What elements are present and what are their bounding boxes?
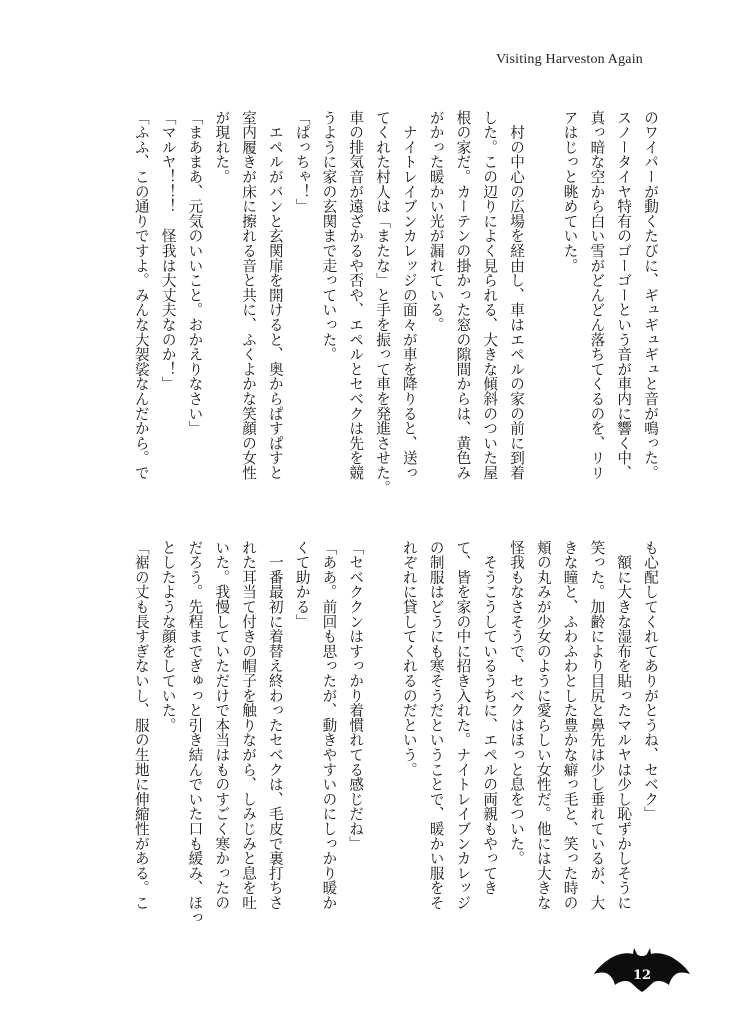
text-line: スノータイヤ特有のゴーゴーという音が車内に響く中、 xyxy=(615,110,633,480)
text-line: がかった暖かい光が漏れている。 xyxy=(427,110,445,332)
text-line: 「まあまあ、元気のいいこと。おかえりなさい」 xyxy=(186,110,204,436)
text-line: 「ぱっちゃ！」 xyxy=(293,110,311,214)
text-line: 「ふふ、この通りですよ。みんな大袈裟なんだから。で xyxy=(132,110,150,480)
text-line: 一番最初に着替え終わったセベクは、毛皮で裏打ちさ xyxy=(266,540,284,910)
text-line: も心配してくれてありがとうね、セベク」 xyxy=(642,540,659,822)
text-line: きな瞳と、ふわふわとした豊かな癖っ毛と、笑った時の xyxy=(561,540,579,910)
text-block-bottom xyxy=(63,540,663,935)
text-line: 怪我もなさそうで、セベクはほっと息をついた。 xyxy=(508,540,526,866)
text-line: の制服はどうにも寒そうだということで、暖かい服をそ xyxy=(427,540,445,910)
text-line: 頬の丸みが少女のように愛らしい女性だ。他には大きな xyxy=(534,540,552,910)
text-line: 根の家だ。カーテンの掛かった窓の隙間からは、黄色み xyxy=(454,110,472,480)
text-line: だろう。先程までぎゅっと引き結んでいた口も緩み、ほっ xyxy=(186,540,204,925)
page-folio xyxy=(592,938,692,998)
text-line: 村の中心の広場を経由し、車はエペルの家の前に到着 xyxy=(508,110,526,480)
text-line: 額に大きな湿布を貼ったマルヤは少し恥ずかしそうに xyxy=(615,540,633,910)
text-line: 「ああ。前回も思ったが、動きやすいのにしっかり暖か xyxy=(320,540,338,910)
text-line: れた耳当て付きの帽子を触りながら、しみじみと息を吐 xyxy=(240,540,258,910)
text-line: そうこうしているうちに、エペルの両親もやってき xyxy=(481,540,499,896)
bat-icon xyxy=(592,938,692,998)
text-line: 室内履きが床に擦れる音と共に、ふくよかな笑顔の女性 xyxy=(240,110,258,480)
text-line xyxy=(529,110,556,505)
text-line: した。この辺りによく見られる、大きな傾斜のついた屋 xyxy=(481,110,499,480)
text-line: エペルがバンと玄関扉を開けると、奥からぱすぱすと xyxy=(266,110,284,480)
text-line: 車の排気音が遠ざかるや否や、エペルとセベクは先を競 xyxy=(347,110,365,480)
running-header: Visiting Harveston Again xyxy=(495,52,643,67)
text-line: のワイパーが動くたびに、ギュギュギュと音が鳴った。 xyxy=(642,110,659,480)
text-line: アはじっと眺めていた。 xyxy=(561,110,579,273)
text-line: 「裾の丈も長すぎないし、服の生地に伸縮性がある。こ xyxy=(132,540,150,910)
text-line: としたような顔をしていた。 xyxy=(159,540,177,733)
text-line xyxy=(368,540,395,935)
text-line: うように家の玄関まで走っていった。 xyxy=(320,110,338,362)
page-number: 12 xyxy=(632,968,652,983)
text-line: てくれた村人は「またな」と手を振って車を発進させた。 xyxy=(374,110,392,495)
text-line: 真っ暗な空から白い雪がどんどん落ちてくるのを、リリ xyxy=(588,110,606,480)
text-block-top xyxy=(63,110,663,505)
text-line: ナイトレイブンカレッジの面々が車を降りると、送っ xyxy=(400,110,418,480)
text-line: 「セベククンはすっかり着慣れてる感じだね」 xyxy=(347,540,365,851)
text-line: 「マルヤ！！！ 怪我は大丈夫なのか！」 xyxy=(159,110,177,392)
text-line: が現れた。 xyxy=(213,110,231,184)
text-line: 笑った。加齢により目尻と鼻先は少し垂れているが、大 xyxy=(588,540,606,910)
text-line: れぞれに貸してくれるのだという。 xyxy=(400,540,418,777)
text-line: て、皆を家の中に招き入れた。ナイトレイブンカレッジ xyxy=(454,540,472,910)
text-line: くて助かる」 xyxy=(293,540,311,629)
text-line: いた。我慢していただけで本当はものすごく寒かったの xyxy=(213,540,231,910)
